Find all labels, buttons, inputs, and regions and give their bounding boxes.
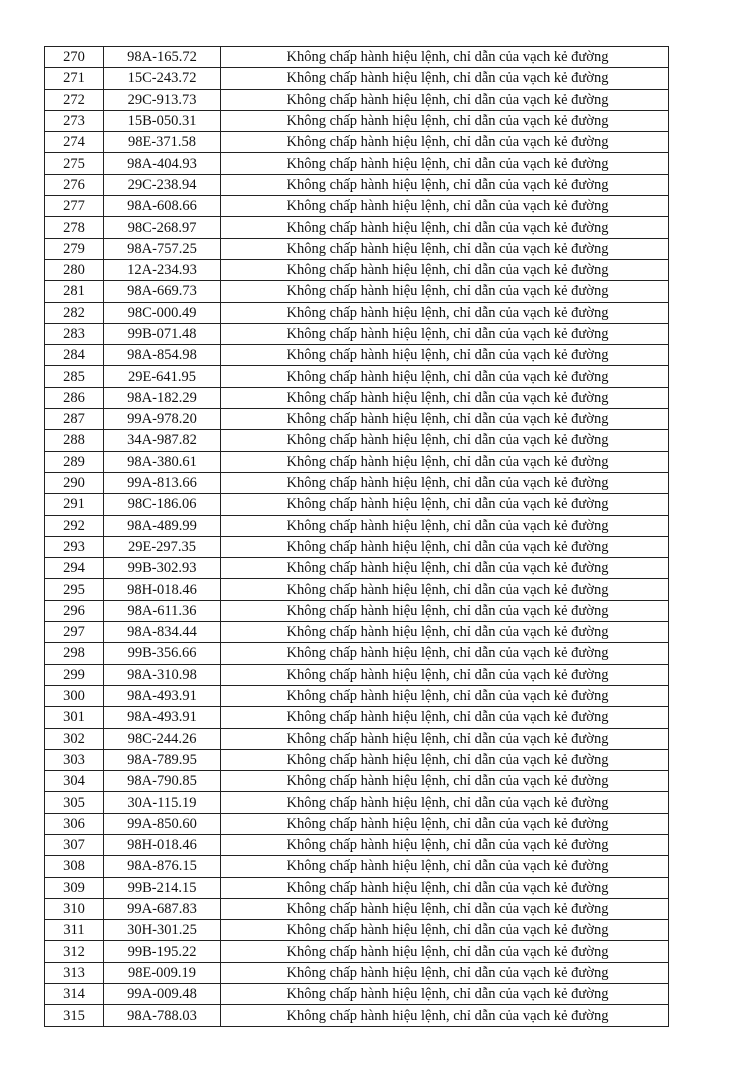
license-plate-cell: 98A-876.15 [104,856,221,877]
row-number-cell: 296 [45,600,104,621]
violation-cell: Không chấp hành hiệu lệnh, chỉ dẫn của vạch kẻ đường [221,771,669,792]
violation-cell: Không chấp hành hiệu lệnh, chỉ dẫn của vạch kẻ đường [221,451,669,472]
row-number-cell: 306 [45,813,104,834]
row-number-cell: 314 [45,984,104,1005]
violation-cell: Không chấp hành hiệu lệnh, chỉ dẫn của vạch kẻ đường [221,430,669,451]
table-row [45,984,669,1005]
row-number-cell: 281 [45,281,104,302]
row-number-cell: 292 [45,515,104,536]
row-number-cell: 290 [45,472,104,493]
license-plate-cell: 29E-641.95 [104,366,221,387]
table-row [45,174,669,195]
row-number-cell: 302 [45,728,104,749]
table-row [45,920,669,941]
table-row [45,196,669,217]
violation-cell: Không chấp hành hiệu lệnh, chỉ dẫn của vạch kẻ đường [221,536,669,557]
violation-cell: Không chấp hành hiệu lệnh, chỉ dẫn của vạch kẻ đường [221,813,669,834]
license-plate-cell: 12A-234.93 [104,259,221,280]
license-plate-cell: 99A-009.48 [104,984,221,1005]
row-number-cell: 272 [45,89,104,110]
violation-cell: Không chấp hành hiệu lệnh, chỉ dẫn của vạch kẻ đường [221,856,669,877]
row-number-cell: 310 [45,898,104,919]
row-number-cell: 285 [45,366,104,387]
violation-cell: Không chấp hành hiệu lệnh, chỉ dẫn của vạch kẻ đường [221,302,669,323]
license-plate-cell: 98A-182.29 [104,387,221,408]
violation-cell: Không chấp hành hiệu lệnh, chỉ dẫn của vạch kẻ đường [221,707,669,728]
row-number-cell: 278 [45,217,104,238]
license-plate-cell: 98H-018.46 [104,834,221,855]
violation-cell: Không chấp hành hiệu lệnh, chỉ dẫn của vạch kẻ đường [221,196,669,217]
row-number-cell: 270 [45,47,104,68]
license-plate-cell: 99A-850.60 [104,813,221,834]
table-row [45,749,669,770]
violation-cell: Không chấp hành hiệu lệnh, chỉ dẫn của vạch kẻ đường [221,238,669,259]
table-row [45,89,669,110]
row-number-cell: 315 [45,1005,104,1026]
row-number-cell: 274 [45,132,104,153]
license-plate-cell: 98A-380.61 [104,451,221,472]
row-number-cell: 308 [45,856,104,877]
violation-cell: Không chấp hành hiệu lệnh, chỉ dẫn của vạch kẻ đường [221,962,669,983]
row-number-cell: 309 [45,877,104,898]
table-row [45,515,669,536]
license-plate-cell: 99A-687.83 [104,898,221,919]
table-row [45,68,669,89]
table-row [45,387,669,408]
violation-cell: Không chấp hành hiệu lệnh, chỉ dẫn của vạch kẻ đường [221,68,669,89]
row-number-cell: 312 [45,941,104,962]
license-plate-cell: 30H-301.25 [104,920,221,941]
row-number-cell: 298 [45,643,104,664]
table-row [45,771,669,792]
table-row [45,345,669,366]
license-plate-cell: 98A-834.44 [104,622,221,643]
violation-cell: Không chấp hành hiệu lệnh, chỉ dẫn của vạch kẻ đường [221,110,669,131]
table-row [45,1005,669,1026]
license-plate-cell: 99B-214.15 [104,877,221,898]
violation-cell: Không chấp hành hiệu lệnh, chỉ dẫn của vạch kẻ đường [221,643,669,664]
license-plate-cell: 98A-854.98 [104,345,221,366]
license-plate-cell: 98C-186.06 [104,494,221,515]
violation-cell: Không chấp hành hiệu lệnh, chỉ dẫn của vạch kẻ đường [221,792,669,813]
license-plate-cell: 98A-789.95 [104,749,221,770]
row-number-cell: 289 [45,451,104,472]
violation-cell: Không chấp hành hiệu lệnh, chỉ dẫn của vạch kẻ đường [221,89,669,110]
violation-cell: Không chấp hành hiệu lệnh, chỉ dẫn của vạch kẻ đường [221,877,669,898]
table-row [45,622,669,643]
table-row [45,47,669,68]
row-number-cell: 311 [45,920,104,941]
table-row [45,856,669,877]
table-row [45,728,669,749]
license-plate-cell: 98A-757.25 [104,238,221,259]
license-plate-cell: 98E-009.19 [104,962,221,983]
license-plate-cell: 98A-608.66 [104,196,221,217]
violation-cell: Không chấp hành hiệu lệnh, chỉ dẫn của vạch kẻ đường [221,579,669,600]
table-row [45,579,669,600]
row-number-cell: 287 [45,409,104,430]
license-plate-cell: 99B-356.66 [104,643,221,664]
license-plate-cell: 98H-018.46 [104,579,221,600]
row-number-cell: 284 [45,345,104,366]
row-number-cell: 279 [45,238,104,259]
row-number-cell: 295 [45,579,104,600]
license-plate-cell: 98A-310.98 [104,664,221,685]
license-plate-cell: 98C-000.49 [104,302,221,323]
row-number-cell: 273 [45,110,104,131]
table-row [45,898,669,919]
license-plate-cell: 15C-243.72 [104,68,221,89]
license-plate-cell: 98A-788.03 [104,1005,221,1026]
violation-cell: Không chấp hành hiệu lệnh, chỉ dẫn của vạch kẻ đường [221,1005,669,1026]
violation-cell: Không chấp hành hiệu lệnh, chỉ dẫn của vạch kẻ đường [221,366,669,387]
table-row [45,643,669,664]
license-plate-cell: 29C-238.94 [104,174,221,195]
violation-cell: Không chấp hành hiệu lệnh, chỉ dẫn của vạch kẻ đường [221,217,669,238]
row-number-cell: 283 [45,323,104,344]
row-number-cell: 286 [45,387,104,408]
license-plate-cell: 98A-611.36 [104,600,221,621]
table-row [45,472,669,493]
violation-cell: Không chấp hành hiệu lệnh, chỉ dẫn của vạch kẻ đường [221,558,669,579]
violation-cell: Không chấp hành hiệu lệnh, chỉ dẫn của vạch kẻ đường [221,749,669,770]
table-row [45,217,669,238]
violation-cell: Không chấp hành hiệu lệnh, chỉ dẫn của vạch kẻ đường [221,153,669,174]
license-plate-cell: 98C-244.26 [104,728,221,749]
license-plate-cell: 98C-268.97 [104,217,221,238]
row-number-cell: 277 [45,196,104,217]
row-number-cell: 293 [45,536,104,557]
license-plate-cell: 99B-195.22 [104,941,221,962]
row-number-cell: 303 [45,749,104,770]
license-plate-cell: 29E-297.35 [104,536,221,557]
row-number-cell: 304 [45,771,104,792]
violation-cell: Không chấp hành hiệu lệnh, chỉ dẫn của vạch kẻ đường [221,941,669,962]
license-plate-cell: 98A-493.91 [104,707,221,728]
table-row [45,707,669,728]
violation-cell: Không chấp hành hiệu lệnh, chỉ dẫn của vạch kẻ đường [221,664,669,685]
table-row [45,153,669,174]
table-row [45,941,669,962]
table-row [45,281,669,302]
row-number-cell: 300 [45,685,104,706]
violation-cell: Không chấp hành hiệu lệnh, chỉ dẫn của vạch kẻ đường [221,685,669,706]
violation-cell: Không chấp hành hiệu lệnh, chỉ dẫn của vạch kẻ đường [221,728,669,749]
violation-cell: Không chấp hành hiệu lệnh, chỉ dẫn của vạch kẻ đường [221,515,669,536]
violation-cell: Không chấp hành hiệu lệnh, chỉ dẫn của vạch kẻ đường [221,259,669,280]
violation-cell: Không chấp hành hiệu lệnh, chỉ dẫn của vạch kẻ đường [221,600,669,621]
row-number-cell: 291 [45,494,104,515]
violation-cell: Không chấp hành hiệu lệnh, chỉ dẫn của vạch kẻ đường [221,281,669,302]
row-number-cell: 288 [45,430,104,451]
row-number-cell: 271 [45,68,104,89]
violation-cell: Không chấp hành hiệu lệnh, chỉ dẫn của vạch kẻ đường [221,174,669,195]
table-row [45,536,669,557]
row-number-cell: 313 [45,962,104,983]
table-row [45,409,669,430]
violation-cell: Không chấp hành hiệu lệnh, chỉ dẫn của vạch kẻ đường [221,345,669,366]
row-number-cell: 275 [45,153,104,174]
table-row [45,302,669,323]
table-row [45,238,669,259]
violation-cell: Không chấp hành hiệu lệnh, chỉ dẫn của vạch kẻ đường [221,834,669,855]
table-row [45,877,669,898]
license-plate-cell: 99B-071.48 [104,323,221,344]
license-plate-cell: 99A-813.66 [104,472,221,493]
license-plate-cell: 98A-790.85 [104,771,221,792]
row-number-cell: 280 [45,259,104,280]
violation-cell: Không chấp hành hiệu lệnh, chỉ dẫn của vạch kẻ đường [221,387,669,408]
table-row [45,834,669,855]
table-row [45,685,669,706]
license-plate-cell: 98A-165.72 [104,47,221,68]
violation-cell: Không chấp hành hiệu lệnh, chỉ dẫn của vạch kẻ đường [221,47,669,68]
license-plate-cell: 98A-493.91 [104,685,221,706]
row-number-cell: 297 [45,622,104,643]
violation-cell: Không chấp hành hiệu lệnh, chỉ dẫn của vạch kẻ đường [221,494,669,515]
table-row [45,110,669,131]
violations-table-container [44,46,669,1027]
license-plate-cell: 34A-987.82 [104,430,221,451]
violation-cell: Không chấp hành hiệu lệnh, chỉ dẫn của vạch kẻ đường [221,323,669,344]
table-row [45,813,669,834]
row-number-cell: 276 [45,174,104,195]
license-plate-cell: 98A-489.99 [104,515,221,536]
table-row [45,664,669,685]
table-row [45,132,669,153]
row-number-cell: 294 [45,558,104,579]
violations-table [44,46,669,1027]
violation-cell: Không chấp hành hiệu lệnh, chỉ dẫn của vạch kẻ đường [221,409,669,430]
violation-cell: Không chấp hành hiệu lệnh, chỉ dẫn của vạch kẻ đường [221,472,669,493]
license-plate-cell: 99A-978.20 [104,409,221,430]
table-row [45,558,669,579]
table-row [45,600,669,621]
table-row [45,366,669,387]
violations-table-body [45,47,669,1027]
violation-cell: Không chấp hành hiệu lệnh, chỉ dẫn của vạch kẻ đường [221,132,669,153]
license-plate-cell: 98A-669.73 [104,281,221,302]
license-plate-cell: 30A-115.19 [104,792,221,813]
violation-cell: Không chấp hành hiệu lệnh, chỉ dẫn của vạch kẻ đường [221,920,669,941]
table-row [45,259,669,280]
license-plate-cell: 29C-913.73 [104,89,221,110]
row-number-cell: 307 [45,834,104,855]
row-number-cell: 299 [45,664,104,685]
table-row [45,792,669,813]
table-row [45,430,669,451]
license-plate-cell: 98A-404.93 [104,153,221,174]
license-plate-cell: 15B-050.31 [104,110,221,131]
violation-cell: Không chấp hành hiệu lệnh, chỉ dẫn của vạch kẻ đường [221,984,669,1005]
row-number-cell: 301 [45,707,104,728]
table-row [45,494,669,515]
table-row [45,323,669,344]
row-number-cell: 305 [45,792,104,813]
license-plate-cell: 99B-302.93 [104,558,221,579]
violation-cell: Không chấp hành hiệu lệnh, chỉ dẫn của vạch kẻ đường [221,898,669,919]
violation-cell: Không chấp hành hiệu lệnh, chỉ dẫn của vạch kẻ đường [221,622,669,643]
table-row [45,451,669,472]
row-number-cell: 282 [45,302,104,323]
license-plate-cell: 98E-371.58 [104,132,221,153]
table-row [45,962,669,983]
